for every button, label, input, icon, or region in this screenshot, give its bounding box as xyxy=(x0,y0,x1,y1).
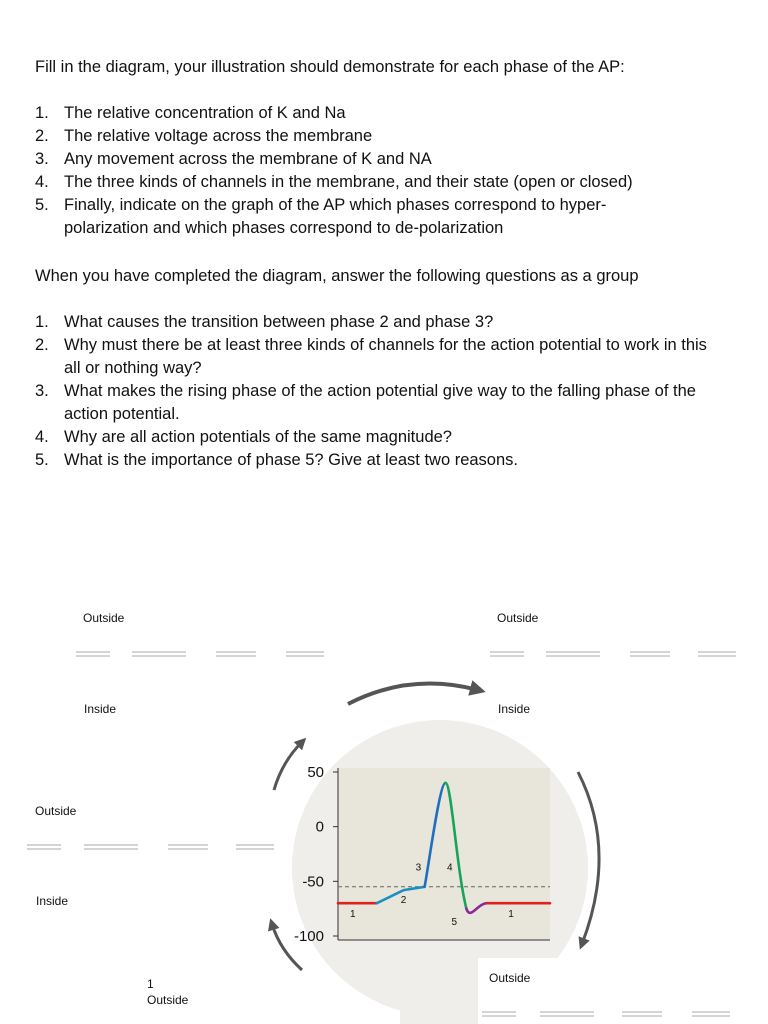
list-item: 3. What makes the rising phase of the action potential give way to the falling phase of the action potential. xyxy=(35,382,696,423)
action-potential-diagram xyxy=(0,560,768,1024)
phase-number-label: 1 xyxy=(147,977,154,991)
background-circle-stem xyxy=(400,960,480,1024)
membrane-panel-bottom-right xyxy=(478,958,742,1024)
phase-label: 3 xyxy=(415,862,422,874)
list-item: 2. Why must there be at least three kinds of channels for the action potential to work in this all or nothing way? xyxy=(35,336,707,377)
y-tick-label: 50 xyxy=(307,764,324,781)
y-tick-label: -50 xyxy=(302,873,324,891)
list-item: 2. The relative voltage across the membrane xyxy=(35,127,373,145)
y-tick-label: -100 xyxy=(293,928,324,945)
membrane-top-left xyxy=(76,652,324,656)
question-list xyxy=(35,311,725,472)
outside-label: Outside xyxy=(83,611,125,625)
questions-intro: When you have completed the diagram, answer the following questions as a group xyxy=(35,267,639,285)
inside-label: Inside xyxy=(84,702,117,716)
inside-label: Inside xyxy=(498,702,531,716)
outside-label: Outside xyxy=(147,993,189,1007)
list-item: 5. What is the importance of phase 5? Give at least two reasons. xyxy=(35,451,518,469)
list-item: 4. The three kinds of channels in the membrane, and their state (open or closed) xyxy=(35,173,633,191)
chart-plot-area xyxy=(338,768,550,940)
list-item: 5. Finally, indicate on the graph of the AP which phases correspond to hyper-polarization and which phases correspond to de-polarization xyxy=(35,196,607,237)
cycle-arrow-top xyxy=(348,684,478,704)
list-item: 4. Why are all action potentials of the same magnitude? xyxy=(35,428,452,446)
membrane-mid-left xyxy=(27,845,274,849)
phase-label: 1 xyxy=(508,909,514,921)
phase-label: 1 xyxy=(349,909,356,921)
task-list xyxy=(35,102,725,240)
phase-label: 2 xyxy=(400,895,407,907)
list-item: 1. What causes the transition between phase 2 and phase 3? xyxy=(35,313,494,331)
outside-label: Outside xyxy=(35,804,77,818)
outside-label: Outside xyxy=(489,971,531,985)
inside-label: Inside xyxy=(36,894,69,908)
phase-label: 4 xyxy=(446,862,453,874)
y-tick-label: 0 xyxy=(315,818,324,836)
outside-label: Outside xyxy=(497,611,539,625)
phase-label: 5 xyxy=(451,917,458,929)
list-item: 1. The relative concentration of K and Na xyxy=(35,104,346,122)
instructions-intro: Fill in the diagram, your illustration should demonstrate for each phase of the AP: xyxy=(35,58,625,76)
list-item: 3. Any movement across the membrane of K and NA xyxy=(35,150,432,168)
cycle-arrow-left-upper xyxy=(274,742,302,790)
